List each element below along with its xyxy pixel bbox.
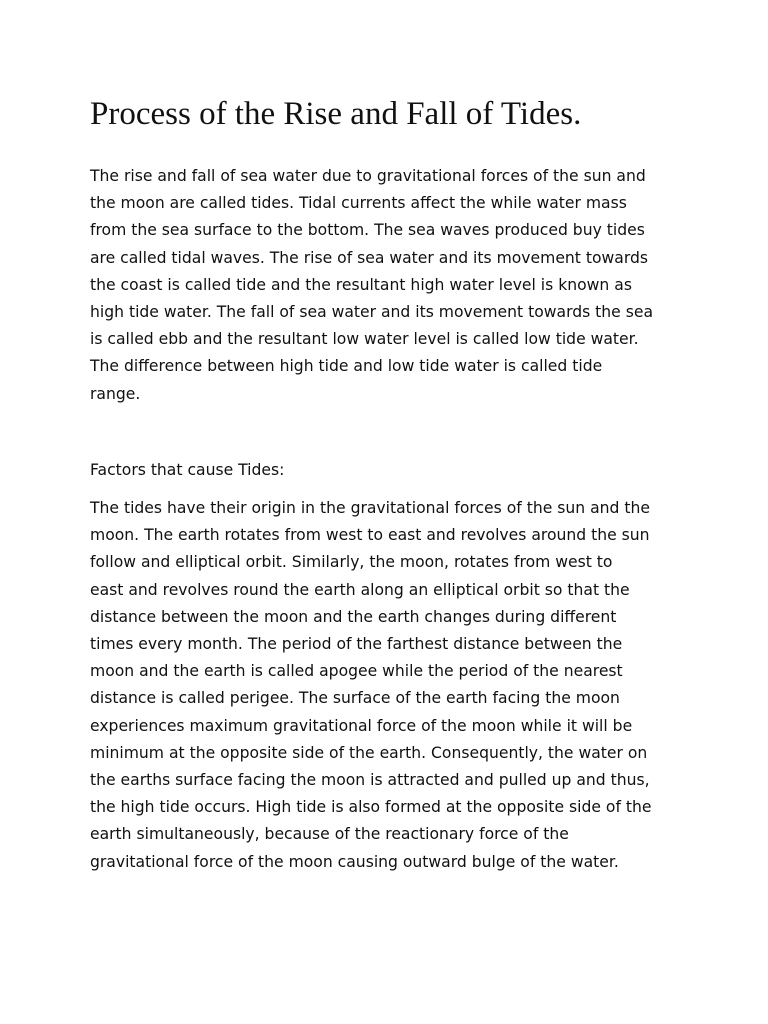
paragraph-line: follow and elliptical orbit. Similarly, the moon, rotates from west to — [90, 553, 613, 572]
paragraph-line: are called tidal waves. The rise of sea water and its movement towards — [90, 248, 648, 267]
paragraph-line: high tide water. The fall of sea water and its movement towards the sea — [90, 303, 654, 322]
paragraph-line: earth simultaneously, because of the reactionary force of the — [90, 825, 569, 844]
paragraph-line: the coast is called tide and the resultant high water level is known as — [90, 275, 632, 294]
paragraph-line: experiences maximum gravitational force of the moon while it will be — [90, 716, 633, 735]
paragraph-line: moon. The earth rotates from west to east and revolves around the sun — [90, 526, 650, 545]
paragraph-line: distance is called perigee. The surface of the earth facing the moon — [90, 689, 620, 708]
paragraph-line: is called ebb and the resultant low water level is called low tide water. — [90, 330, 639, 349]
paragraph-line: minimum at the opposite side of the earth. Consequently, the water on — [90, 743, 648, 762]
paragraph-line: east and revolves round the earth along an elliptical orbit so that the — [90, 580, 630, 599]
paragraph-line: from the sea surface to the bottom. The sea waves produced buy tides — [90, 221, 645, 240]
paragraph-line: gravitational force of the moon causing outward bulge of the water. — [90, 852, 619, 871]
paragraph-line: range. — [90, 384, 141, 403]
section-subheading — [90, 457, 690, 484]
paragraph-line: moon and the earth is called apogee while the period of the nearest — [90, 662, 623, 681]
paragraph-line: times every month. The period of the farthest distance between the — [90, 635, 623, 654]
subheading-text: Factors that cause Tides: — [90, 461, 285, 479]
paragraph-line: the earths surface facing the moon is attracted and pulled up and thus, — [90, 771, 650, 790]
paragraph-line: distance between the moon and the earth changes during different — [90, 607, 617, 626]
document-title: Process of the Rise and Fall of Tides. — [90, 96, 582, 132]
intro-paragraph — [90, 163, 690, 408]
paragraph-line: The difference between high tide and low tide water is called tide — [90, 357, 603, 376]
paragraph-line: the moon are called tides. Tidal currents affect the while water mass — [90, 194, 627, 213]
paragraph-line: the high tide occurs. High tide is also formed at the opposite side of the — [90, 798, 652, 817]
paragraph-line: The tides have their origin in the gravitational forces of the sun and the — [90, 499, 650, 517]
factors-paragraph — [90, 495, 690, 876]
paragraph-line: The rise and fall of sea water due to gravitational forces of the sun and — [90, 167, 646, 185]
